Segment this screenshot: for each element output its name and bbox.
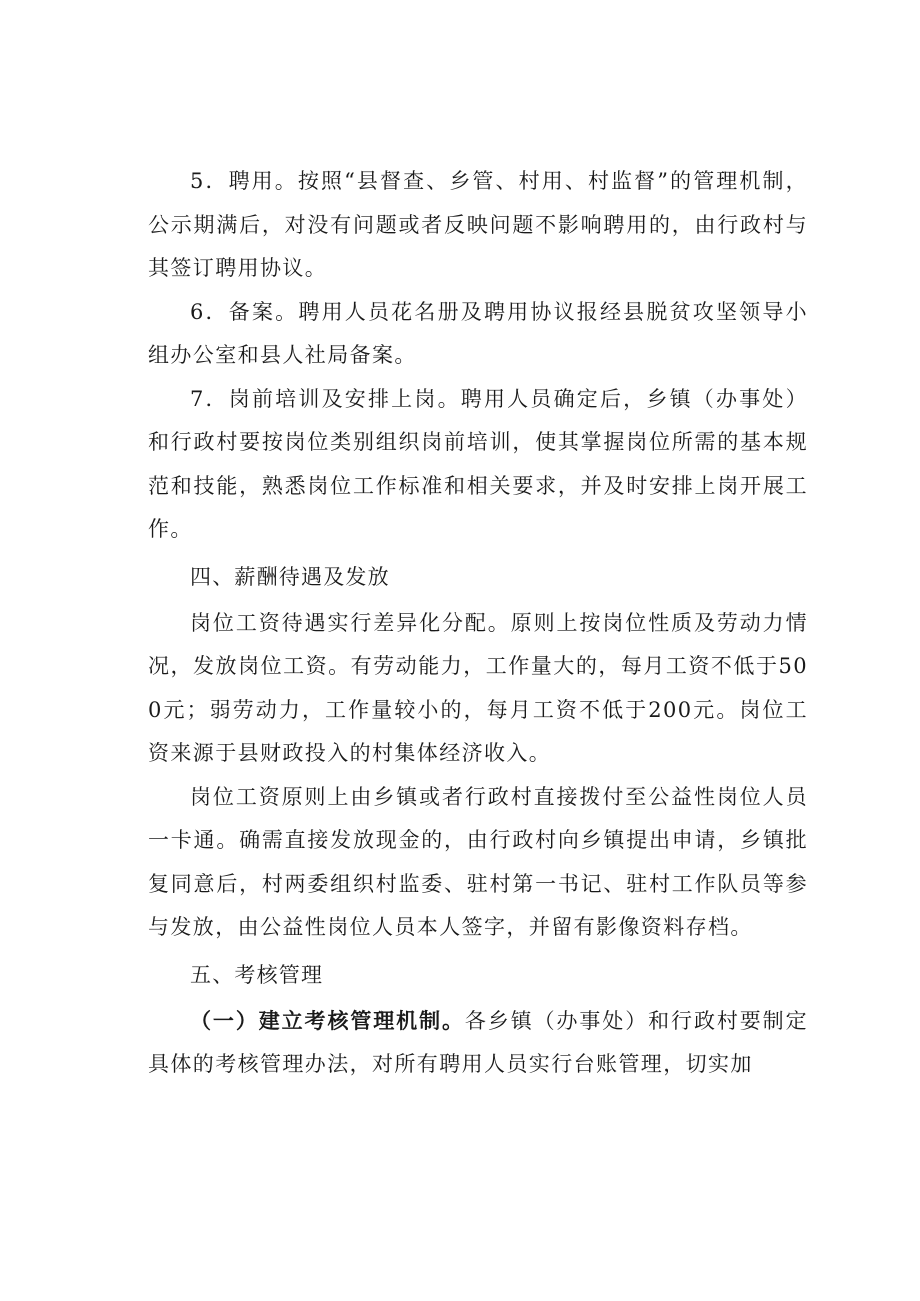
paragraph-item-6: 6．备案。聘用人员花名册及聘用协议报经县脱贫攻坚领导小组办公室和县人社局备案。 <box>148 299 808 367</box>
section4-paragraph-2: 岗位工资原则上由乡镇或者行政村直接拨付至公益性岗位人员一卡通。确需直接发放现金的，由行政村向乡镇提出申请，乡镇批复同意后，村两委组织村监委、驻村第一书记、驻村工作队员等参与发放，由公益性岗位人员本人签字，并留有影像资料存档。 <box>148 784 808 939</box>
section4-paragraph-1: 岗位工资待遇实行差异化分配。原则上按岗位性质及劳动力情况，发放岗位工资。有劳动能力，工作量大的，每月工资不低于500元；弱劳动力，工作量较小的，每月工资不低于200元。岗位工资来源于县财政投入的村集体经济收入。 <box>148 610 808 765</box>
paragraph-item-7: 7．岗前培训及安排上岗。聘用人员确定后，乡镇（办事处）和行政村要按岗位类别组织岗前培训，使其掌握岗位所需的基本规范和技能，熟悉岗位工作标准和相关要求，并及时安排上岗开展工作。 <box>148 386 808 541</box>
paragraph-item-5: 5．聘用。按照“县督查、乡管、村用、村监督”的管理机制，公示期满后，对没有问题或者反映问题不影响聘用的，由行政村与其签订聘用协议。 <box>148 169 808 280</box>
subsection-text: 各乡镇（办事处）和行政村要制定具体的考核管理办法，对所有聘用人员实行台账管理，切实加 <box>148 1008 808 1076</box>
section-heading-5: 五、考核管理 <box>190 962 324 987</box>
section5-subsection-1 <box>148 1000 808 1087</box>
document-page <box>148 160 808 1087</box>
section-heading-4: 四、薪酬待遇及发放 <box>190 564 390 589</box>
subsection-lead: （一）建立考核管理机制。 <box>190 1008 465 1033</box>
